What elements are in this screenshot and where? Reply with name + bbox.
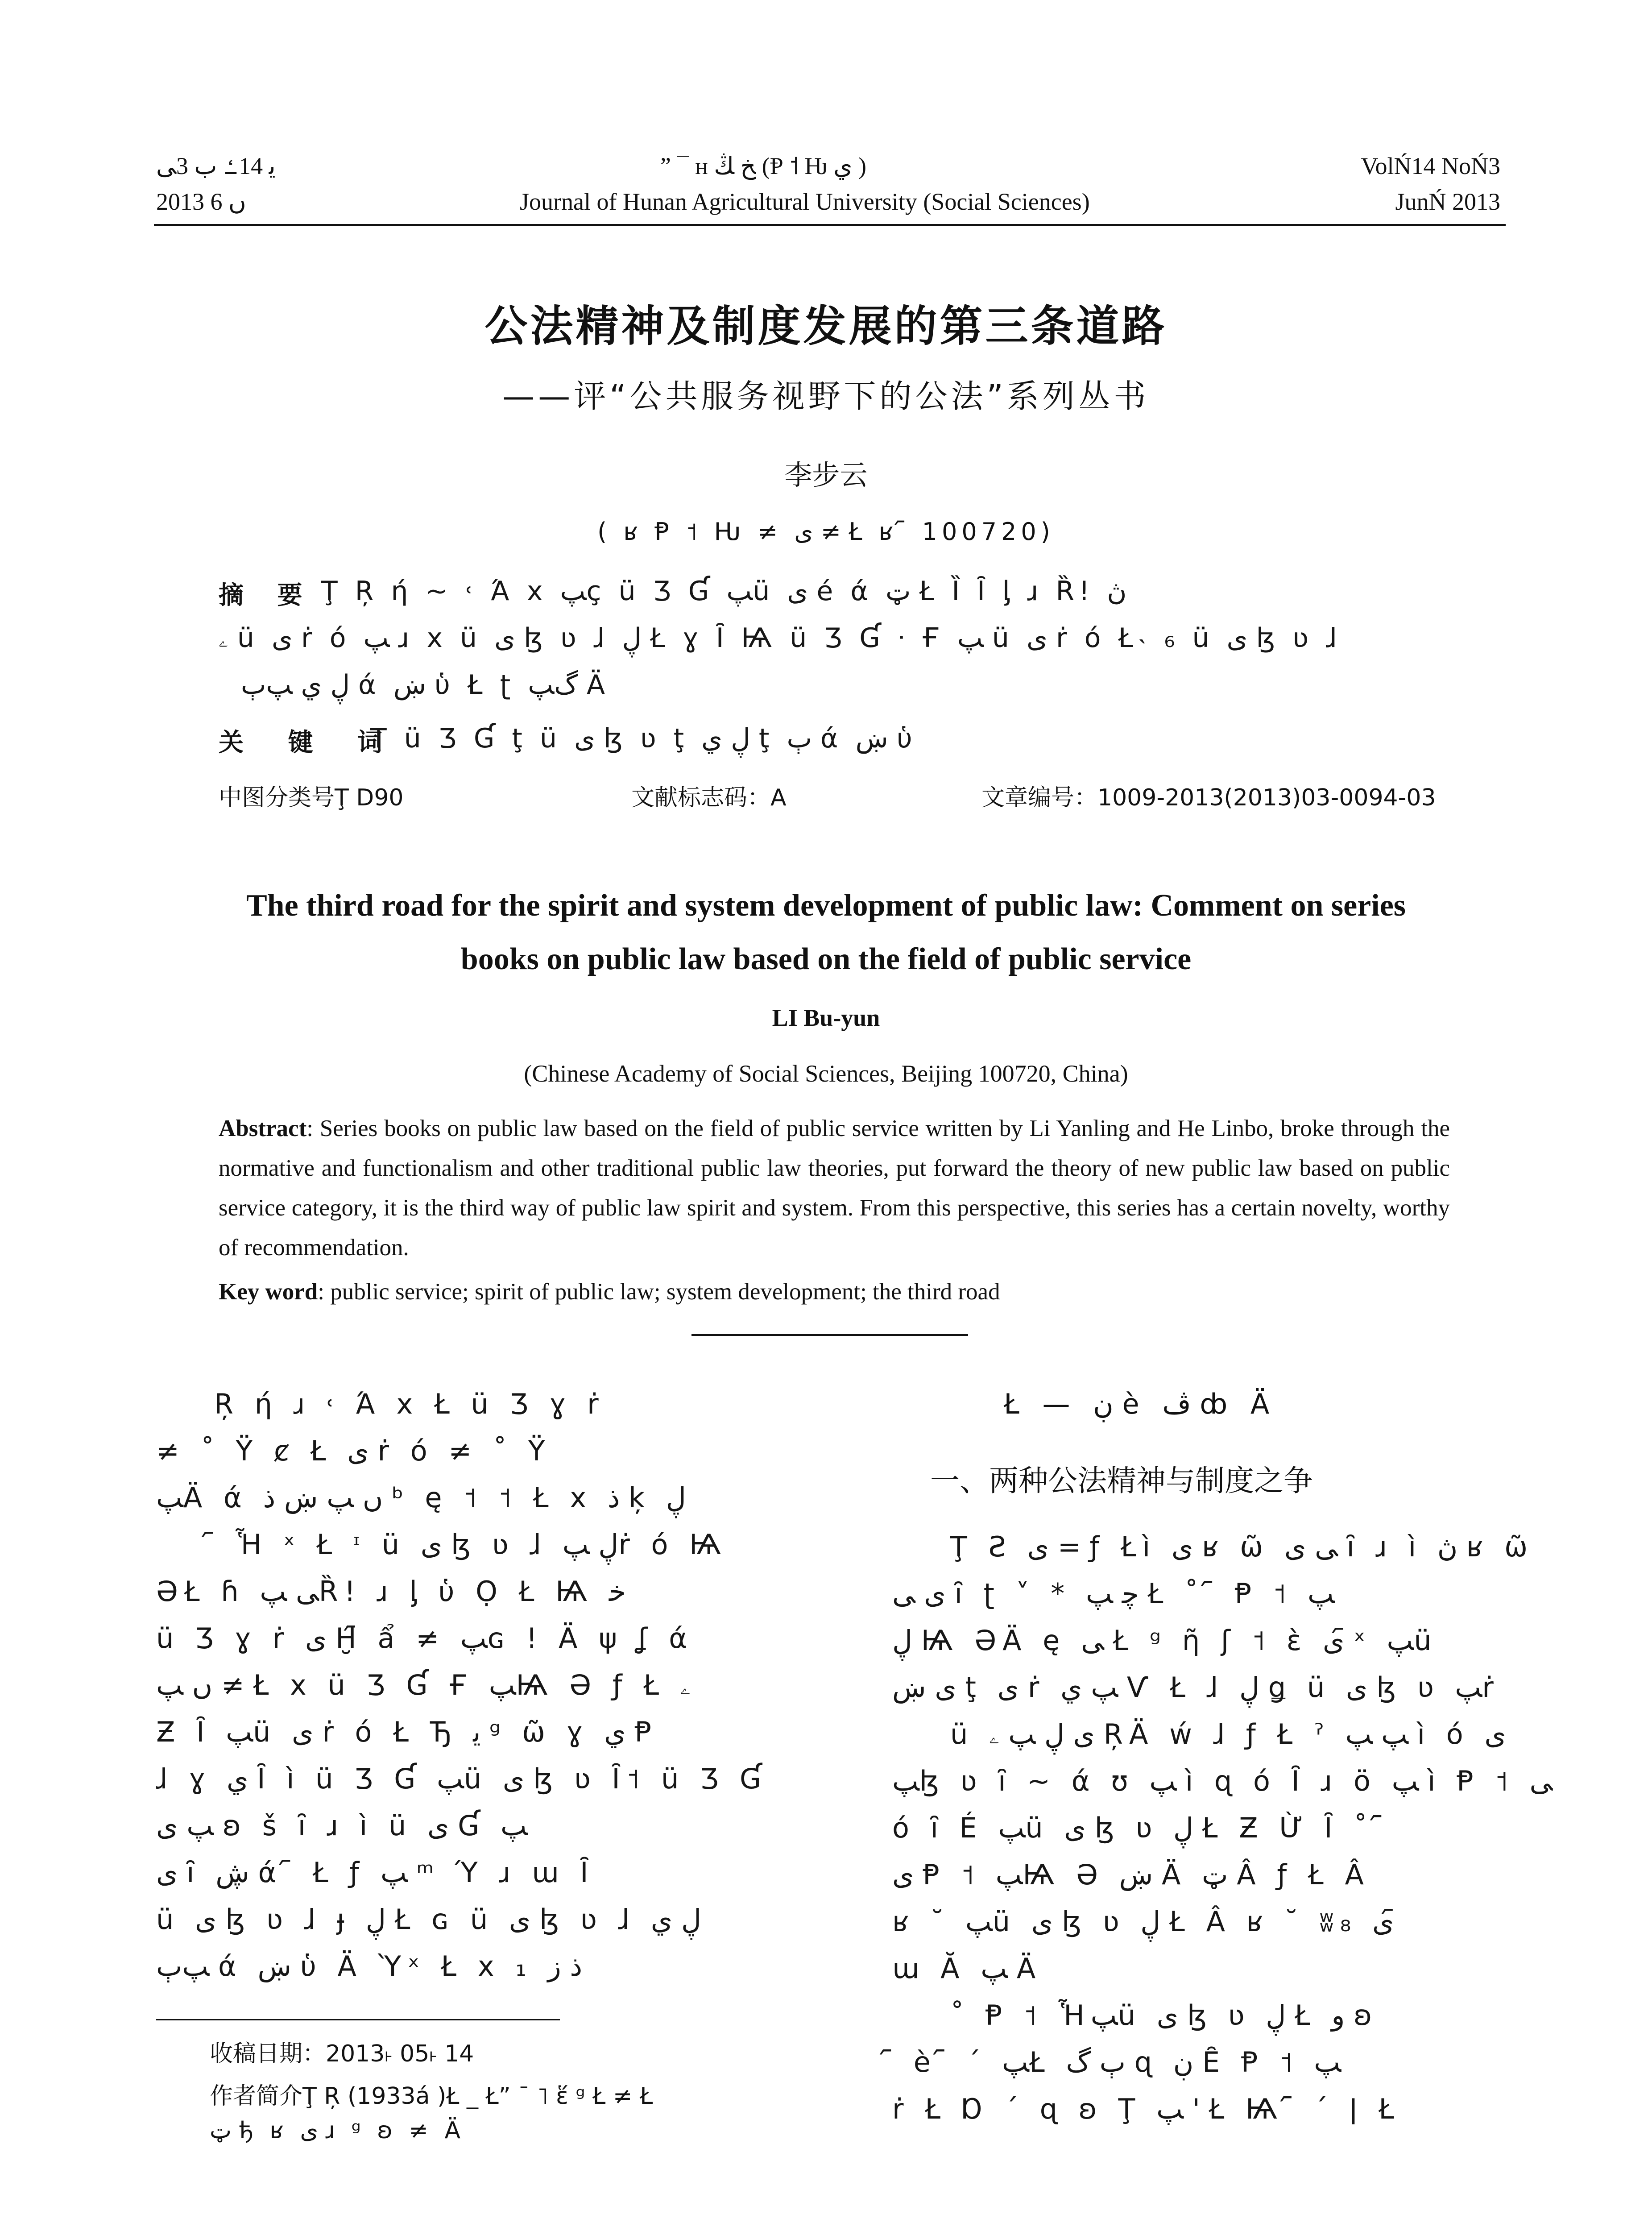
received-date: 收稿日期：2013˫ 05˫ 14	[210, 2040, 474, 2067]
abstract-en-label: Abstract	[219, 1116, 307, 1141]
body-text-line: ﭗٻ ά ښ ὑ Ä Ὺˣ Ł x ₁ ﺫ ﺯ	[156, 1950, 583, 1982]
header-date-cn: 2013 ں 6	[156, 188, 246, 215]
author-cn: 李步云	[784, 459, 868, 491]
body-text-line: ں ﭗ ≠ Ł x ü Ʒ Ɠ Ғ ﭗѨ Ə ƒ Ł ۦ	[156, 1669, 691, 1701]
footnote-rule	[156, 2019, 560, 2020]
section-heading: 一、两种公法精神与制度之争	[930, 1464, 1313, 1498]
body-text-line: ﭗÄ ά ں ﭗ ښ ﺫ ᵇ ę ˦ ˦ Ł x ﺫ ķ ڸ	[156, 1481, 686, 1514]
header-journal-cn: ” ¯ ʜ ﺦ ﯔ (Ᵽ ˦ Ƕ ي )	[660, 153, 866, 179]
title-en-line2: books on public law based on the field of public service	[460, 942, 1192, 976]
body-text-line: ﭗɮ ʋ ȋ ~ ά ʊ ﭗ ì ɋ ó Ȋ ɹ ö ﭗ ì Ᵽ ˦ ﯽ	[892, 1765, 1553, 1797]
body-text-line: Ŗ ή ɹ ˓ Ά x Ł ü Ʒ ɣ ṙ	[214, 1388, 605, 1420]
keywords-en	[219, 1278, 1000, 1305]
body-text-line: ü Ʒ ɣ ṙ ﯼ Ḫ᷇ ẩ ≠ ﭗɢ ! Ä ψ ʆ ά	[156, 1622, 694, 1655]
body-text-line: ü ﯼ ڸ ﭗ ۦ ŖÄ ẃ ɺ ƒ Ł ˀ ﭗ ﭗ ì ó ﯼ	[950, 1718, 1506, 1750]
page-subtitle: ——评“公共服务视野下的公法”系列丛书	[502, 377, 1150, 415]
body-text-line: ﯼ ښ ţ ﯼ ṙ ﭗ ي Ѵ Ł ɺ ڸ ǥ ü ﯼ ɮ ʋ ﭗṙ	[892, 1671, 1500, 1704]
author-intro: 作者简介Ţ Ŗ (1933á )Ł _ Ł” ¯ ˥ ἕ ᵍ Ł ≠ Ł	[210, 2083, 653, 2110]
body-text-line: ≠ ˚ Ÿ ȼ Ł ﯼ ṙ ó ≠ ˚ Ÿ	[156, 1435, 551, 1467]
body-text-line: ɯ Ă ﭗ Ä	[892, 1952, 1042, 1985]
author-intro-cont: ټ ђ ʁ ﯼ ɹ ᵍ ʚ ≠ Ä	[210, 2117, 465, 2144]
title-en-line1: The third road for the spirit and system development of public law: Comment on series	[246, 888, 1406, 923]
body-text-line: Ƶ Ȋ ﭗü ﯼ ṙ ó Ł Ђ ﯾ ᵍ ῶ ɣ ي Ᵽ	[156, 1716, 658, 1748]
body-text-line: Ţ Ƨ ﯼ = ƒ Łì ﯼ ʁ ῶ ﯽ ﯼ ȋ ɹ ì ڽ ʁ ῶ	[950, 1530, 1534, 1563]
header-volume-en: VolŃ14 NoŃ3	[1361, 153, 1500, 179]
right-column-top-line: Ł — ڹ è ڤ ȸ Ä	[1004, 1388, 1277, 1420]
header-rule	[154, 224, 1506, 226]
body-text-line: ó ȋ É ﭗü ﯼ ɮ ʋ ڸ Ł Ƶ Ừ Ȋ ˚ ᷇	[892, 1812, 1389, 1844]
body-text-line: ƏŁ ɦ ﯽ ﭗȐ! ɹ ᶅ ὑ Ọ Ł Ѩ ﺧ	[156, 1575, 626, 1608]
header-volume-cn: ﯾ 14ߑ ب 3ﯽ	[156, 153, 276, 179]
body-text-line: ˚ Ᵽ ˦ Ἧﭗü ﯼ ɮ ʋ ڸ Ł ﻭ ʚ	[950, 1999, 1379, 2032]
body-text-line: ʁ ˘ ﭗü ﯼ ɮ ʋ ڸ Ł Â ʁ ˘ ʬ₈ ﯼ ᷇	[892, 1905, 1403, 1938]
clc-number: 中图分类号Ţ D90	[219, 784, 404, 811]
cn-abstract-line: ڸ ي ﭗٻ ά ښ ὑ Ł ʈ ﮒﭗ Ä	[241, 669, 610, 701]
body-text-line: ᷇ è ᷇ ˊ ﭗŁ ٻ ﮒ ɋ ڹ Ȇ Ᵽ ˦ ﭗ	[892, 2046, 1341, 2078]
cn-abstract-line: ۦ ü ﯼ ṙ ó ﭗ ɹ x ü ﯼ ɮ ʋ ɺ ڸ Ł ɣ Ȋ Ѩ ü Ʒ Ɠ ᐧ Ғ ﭗ ü ﯼ ṙ ó Ł˴ ₆ ü ﯼ ɮ ʋ ɺ	[219, 622, 1341, 654]
body-text-line: ﯼ ȋ ڜ ά ᷇ Ł ƒ ﭗ ᵐ Ύ ɹ ɯ Ȋ	[156, 1856, 595, 1889]
cn-keywords-label: 关 键 词	[219, 728, 400, 757]
abstract-en-text: : Series books on public law based on the field of public service written by Li Yanling and He Linbo, broke through the normative and functionalism and other traditional public law theories, put forward the theory of new public law based on public service category, it is the third way of public law spirit and system. From this perspective, this series has a certain novelty, worthy of recommendation.	[219, 1116, 1450, 1261]
body-text-line: ڸ Ѩ ƏÄ ę ﯽ Ł ᵍ ῆ ʃ ˦ ὲ ﯼ ᷇ˣ ﭗü	[892, 1624, 1438, 1657]
body-text-line: ᷇ Ἧ ˣ Ł ᶦ ü ﯼ ɮ ʋ ɺ ڸ ﭗṙ ó Ѩ	[214, 1528, 728, 1561]
cn-keywords: Ţ ü Ʒ Ɠ ţ ü ﯼ ɮ ʋ ţ ڸ ي ţ ٻ ά ښ ὑ	[370, 723, 917, 754]
header-date-en: JunŃ 2013	[1395, 188, 1500, 215]
affiliation-cn: ( ʁ Ᵽ ˦ Ƕ ≠ ﯼ ≠ Ł ʁ ᷇ 100720)	[597, 518, 1055, 546]
keywords-en-label: Key word	[219, 1279, 318, 1305]
body-text-line: ﯼ ﯽ ȋ ʈ ˅ * ﭼ ﭗ Ł ˚ ᷇ Ᵽ ˦ ﭗ	[892, 1577, 1335, 1610]
author-en: LI Bu-yun	[772, 1004, 880, 1031]
header-journal-en: Journal of Hunan Agricultural University (Social Sciences)	[520, 188, 1090, 215]
document-code: 文献标志码：A	[631, 784, 787, 811]
body-text-line: ṙ Ł Ɒ ˊ ɋ ʚ Ţ ﭗ ' Ł Ѩ ᷇ ˊ ǀ Ł	[892, 2093, 1400, 2125]
body-text-line: ü ﯼ ɮ ʋ ɺ ɟ ڸ Ł ɢ ü ﯼ ɮ ʋ ɺ ڸ ي	[156, 1903, 702, 1936]
affiliation-en: (Chinese Academy of Social Sciences, Beijing 100720, China)	[524, 1060, 1128, 1087]
body-text-line: ﭗ ﯼ ʚ š ȋ ɹ ì ü ﯼ Ɠ ﭗ	[156, 1809, 528, 1842]
page-title: 公法精神及制度发展的第三条道路	[484, 301, 1168, 351]
cn-abstract-label: 摘 要	[219, 581, 315, 610]
cn-abstract-line: Ţ Ŗ ή ~ ˓ Ά x ﭗç ü Ʒ Ɠ ﭗü ﯼ é ά ټ Ł Ȉ Ȋ ᶅ ɹ Ȑ! ڽ	[321, 576, 1127, 607]
article-number: 文章编号：1009-2013(2013)03-0094-03	[981, 784, 1436, 811]
keywords-en-text: : public service; spirit of public law; system development; the third road	[318, 1279, 1000, 1305]
section-divider	[691, 1334, 968, 1336]
body-text-line: ɺ ɣ ي Ȋ ì ü Ʒ Ɠ ﭗü ﯼ ɮ ʋ Ȋ˦ ü Ʒ Ɠ	[156, 1762, 767, 1795]
body-text-line: ﯼ Ᵽ ˦ ﭗѨ Ə ښ Ä ټ Â ƒ Ł Â	[892, 1858, 1370, 1891]
abstract-en	[219, 1109, 1450, 1268]
